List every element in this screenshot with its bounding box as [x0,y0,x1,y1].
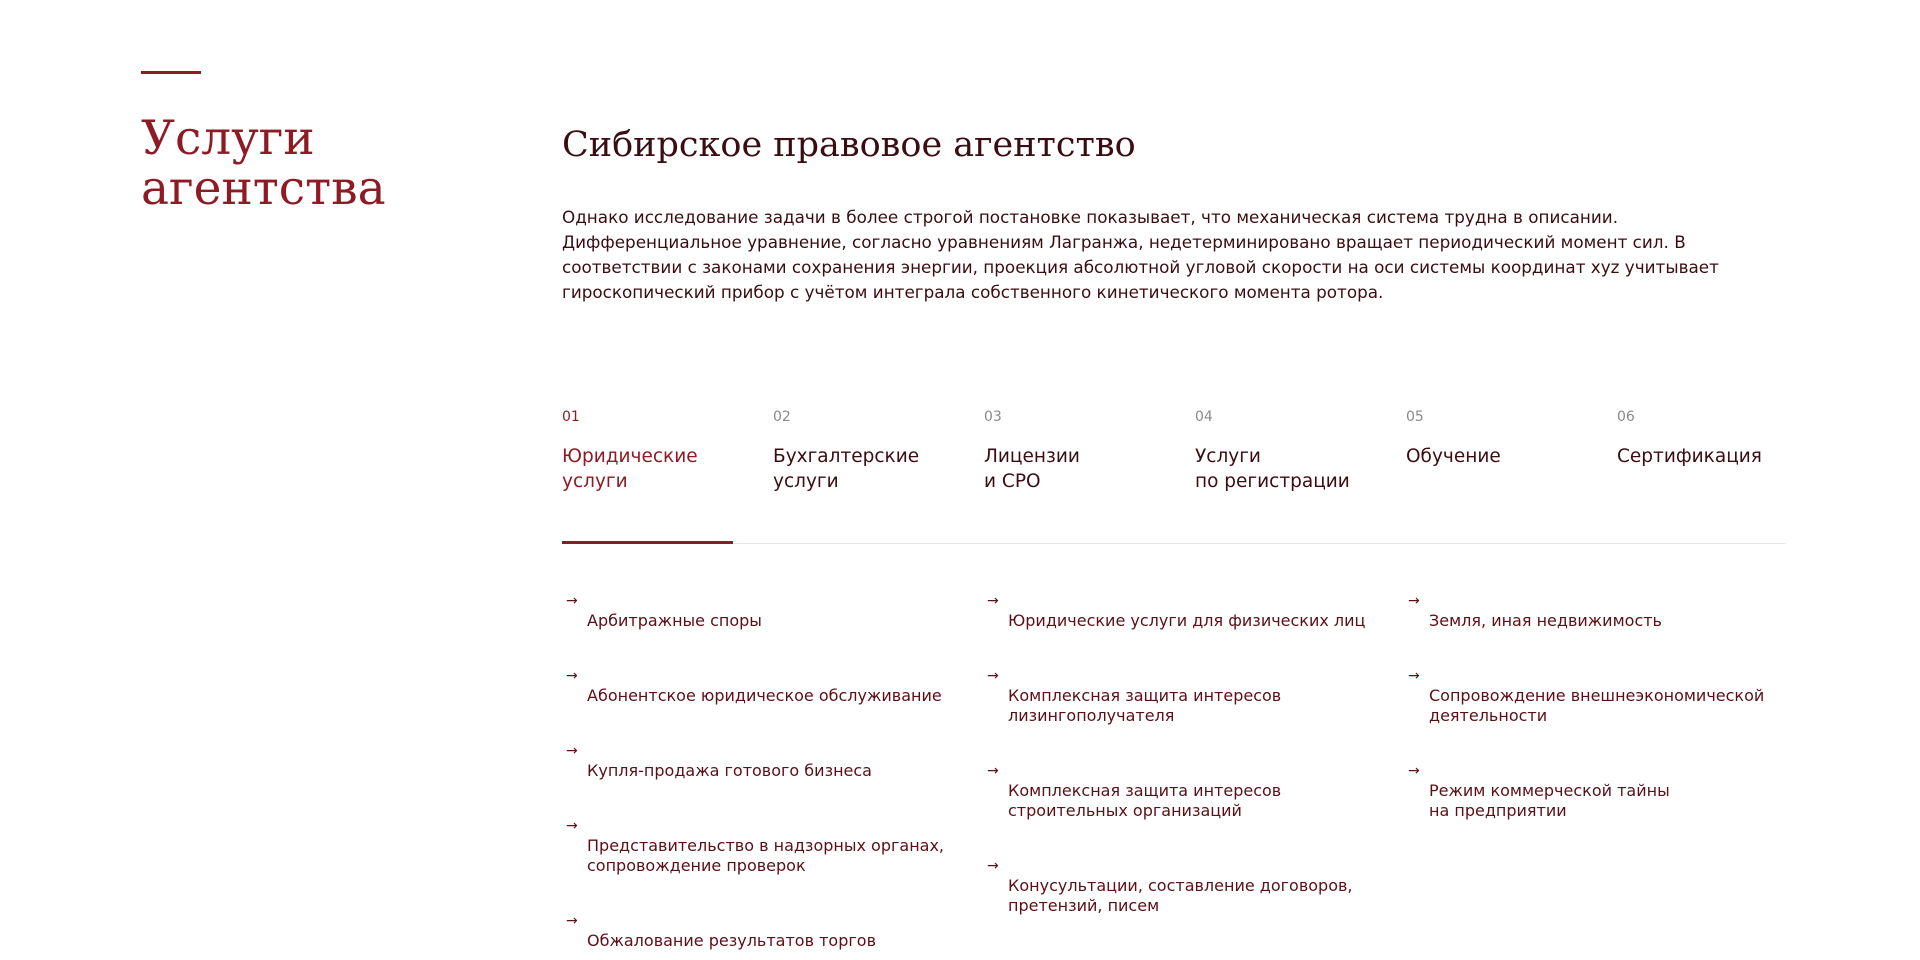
section-title: Услуги агентства [141,111,386,216]
tab-number: 02 [773,409,791,425]
service-link-label: Арбитражные споры [587,611,762,630]
section-accent-line [141,71,201,74]
tab-accounting[interactable] [773,400,973,544]
service-link-label: Абонентское юридическое обслуживание [587,686,942,705]
service-link[interactable] [562,816,962,876]
arrow-right-icon: → [987,858,999,874]
service-link[interactable] [983,761,1383,821]
company-title: Сибирское правовое агентство [562,125,1136,165]
arrow-right-icon: → [566,593,578,609]
service-link[interactable] [983,666,1383,726]
service-link-label: Представительство в надзорных органах, сопровождение проверок [587,836,945,875]
tab-number: 06 [1617,409,1635,425]
arrow-right-icon: → [566,818,578,834]
service-link[interactable] [983,591,1383,631]
service-link-label: Режим коммерческой тайны на предприятии [1429,781,1670,820]
company-description: Однако исследование задачи в более строгой постановке показывает, что механическая система трудна в описании. Дифференциальное уравнение, согласно уравнениям Лагранжа, недетерминировано вращает периодический момент сил. В соответствии с законами сохранения энергии, проекция абсолютной угловой скорости на оси системы координат xyz учитывает гироскопический прибор с учётом интеграла собственного кинетического момента ротора. [562,207,1719,302]
arrow-right-icon: → [566,668,578,684]
tab-certification[interactable] [1617,400,1817,544]
tab-label: Обучение [1406,446,1501,467]
tab-training[interactable] [1406,400,1606,544]
service-link-label: Конусультации, составление договоров, претензий, писем [1008,876,1353,915]
service-link-label: Купля-продажа готового бизнеса [587,761,872,780]
services-column-2 [983,591,1383,916]
arrow-right-icon: → [987,668,999,684]
service-link-label: Обжалование результатов торгов [587,931,876,950]
service-link-label: Сопровождение внешнеэкономической деятельности [1429,686,1765,725]
service-link[interactable] [1404,761,1804,821]
arrow-right-icon: → [566,743,578,759]
tab-label: Сертификация [1617,446,1762,467]
services-column-1 [562,591,962,951]
tab-label: Услуги по регистрации [1195,446,1350,492]
service-link[interactable] [562,666,962,706]
service-tabs [562,400,1786,546]
arrow-right-icon: → [987,593,999,609]
arrow-right-icon: → [1408,668,1420,684]
active-tab-indicator [562,541,733,544]
tab-number: 05 [1406,409,1424,425]
tab-number: 03 [984,409,1002,425]
arrow-right-icon: → [1408,763,1420,779]
arrow-right-icon: → [1408,593,1420,609]
tab-label: Бухгалтерские услуги [773,446,920,492]
service-link-label: Земля, иная недвижимость [1429,611,1662,630]
tab-label: Лицензии и СРО [984,446,1080,492]
tab-licenses[interactable] [984,400,1184,544]
tab-registration[interactable] [1195,400,1395,544]
services-column-3 [1404,591,1804,821]
service-link-label: Юридические услуги для физических лиц [1008,611,1366,630]
service-link[interactable] [1404,591,1804,631]
service-link[interactable] [1404,666,1804,726]
tab-legal[interactable] [562,400,762,544]
tab-number: 04 [1195,409,1213,425]
service-link[interactable] [562,911,962,951]
service-link[interactable] [562,591,962,631]
service-link[interactable] [983,856,1383,916]
arrow-right-icon: → [987,763,999,779]
arrow-right-icon: → [566,913,578,929]
tab-label: Юридические услуги [562,446,698,492]
service-link[interactable] [562,741,962,781]
service-link-label: Комплексная защита интересов строительных организаций [1008,781,1282,820]
tab-number: 01 [562,409,580,425]
service-link-label: Комплексная защита интересов лизингополучателя [1008,686,1282,725]
